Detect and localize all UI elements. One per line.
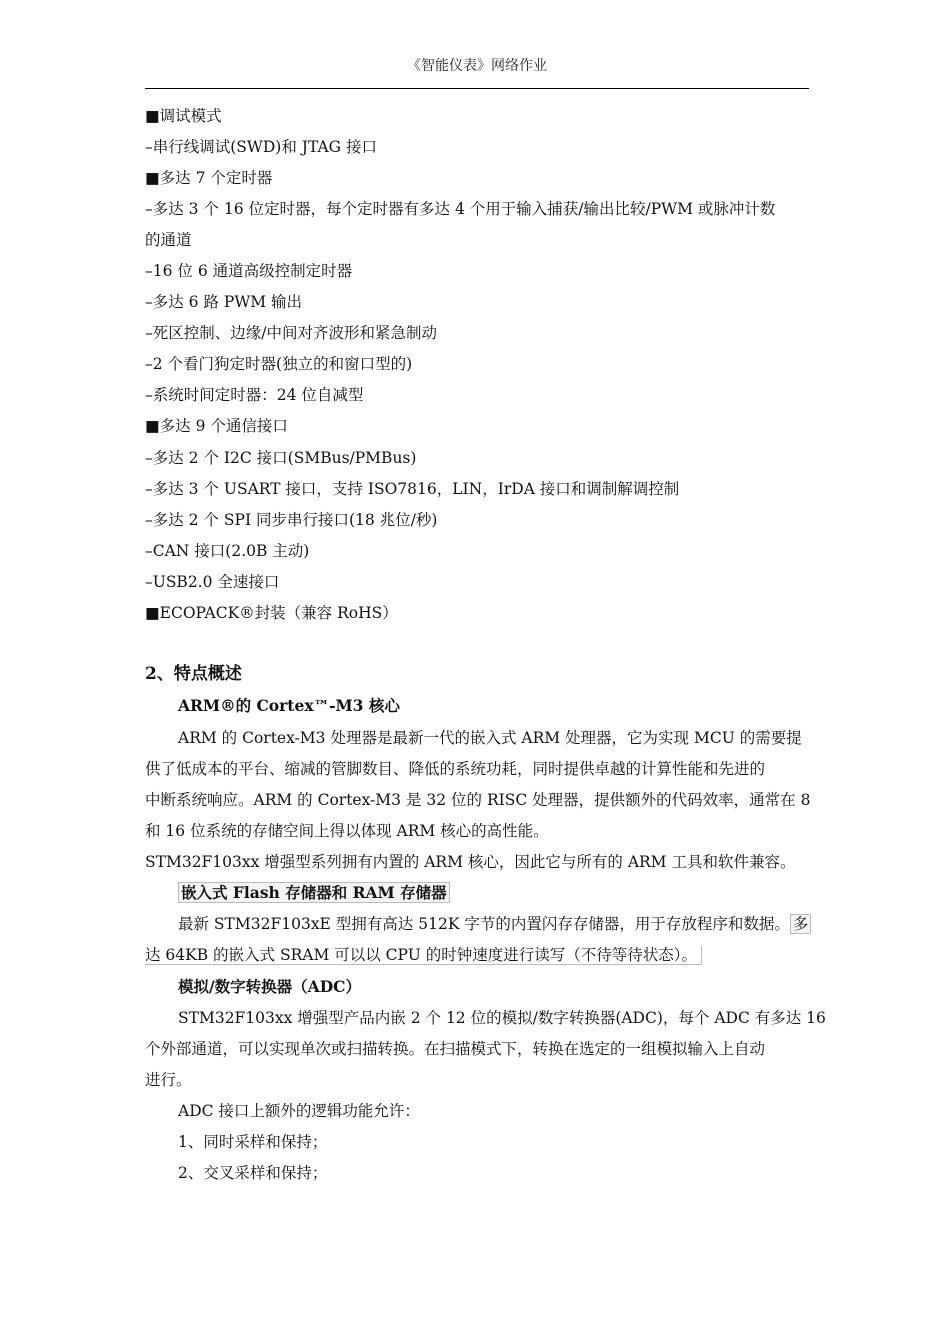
feature-line: –多达 3 个 16 位定时器，每个定时器有多达 4 个用于输入捕获/输出比较/PWM 或脉冲计数 (145, 200, 776, 218)
feature-line: –CAN 接口(2.0B 主动) (145, 542, 310, 560)
adc-paragraph-line: 个外部通道，可以实现单次或扫描转换。在扫描模式下，转换在选定的一组模拟输入上自动 (145, 1040, 766, 1058)
feature-line: –16 位 6 通道高级控制定时器 (145, 262, 353, 280)
feature-line: –系统时间定时器：24 位自减型 (145, 386, 364, 404)
feature-line: ■ECOPACK®封装（兼容 RoHS） (145, 604, 398, 622)
adc-list-item: 1、同时采样和保持； (178, 1133, 328, 1151)
feature-line: –USB2.0 全速接口 (145, 573, 280, 591)
adc-heading: 模拟/数字转换器（ADC） (178, 977, 361, 996)
adc-list-item: 2、交叉采样和保持； (178, 1164, 328, 1182)
feature-line: –多达 6 路 PWM 输出 (145, 293, 303, 311)
arm-paragraph-line: 和 16 位系统的存储空间上得以体现 ARM 核心的高性能。 (145, 822, 549, 840)
adc-paragraph-line: STM32F103xx 增强型产品内嵌 2 个 12 位的模拟/数字转换器(ADC)，每个 ADC 有多达 16 (178, 1009, 826, 1027)
flash-heading (178, 883, 450, 903)
adc-intro-line: ADC 接口上额外的逻辑功能允许： (178, 1102, 420, 1120)
feature-line: –多达 3 个 USART 接口，支持 ISO7816，LIN，IrDA 接口和调制解调控制 (145, 480, 680, 498)
flash-paragraph-text: 达 64KB 的嵌入式 SRAM 可以以 CPU 的时钟速度进行读写（不待等待状态）。 (145, 946, 702, 965)
feature-line: –多达 2 个 SPI 同步串行接口(18 兆位/秒) (145, 511, 438, 529)
feature-line: –2 个看门狗定时器(独立的和窗口型的) (145, 355, 413, 373)
arm-compat-line: STM32F103xx 增强型系列拥有内置的 ARM 核心，因此它与所有的 ARM 工具和软件兼容。 (145, 853, 796, 871)
feature-line: ■多达 7 个定时器 (145, 169, 273, 187)
header-rule (145, 88, 809, 89)
feature-line: ■调试模式 (145, 107, 222, 125)
arm-paragraph-line: ARM 的 Cortex-M3 处理器是最新一代的嵌入式 ARM 处理器，它为实现 MCU 的需要提 (178, 729, 802, 747)
arm-paragraph-line: 中断系统响应。ARM 的 Cortex-M3 是 32 位的 RISC 处理器，提供额外的代码效率，通常在 8 (145, 791, 811, 809)
flash-paragraph-line (145, 945, 702, 965)
feature-line: –串行线调试(SWD)和 JTAG 接口 (145, 138, 377, 156)
flash-paragraph-tail: 多 (790, 914, 812, 934)
section-heading: 2、特点概述 (145, 664, 242, 684)
feature-line: –多达 2 个 I2C 接口(SMBus/PMBus) (145, 449, 417, 467)
page-header-title: 《智能仪表》网络作业 (407, 58, 547, 74)
arm-paragraph-line: 供了低成本的平台、缩减的管脚数目、降低的系统功耗，同时提供卓越的计算性能和先进的 (145, 760, 766, 778)
feature-line: ■多达 9 个通信接口 (145, 417, 288, 435)
adc-paragraph-line: 进行。 (145, 1071, 192, 1089)
flash-heading-text: 嵌入式 Flash 存储器和 RAM 存储器 (178, 882, 450, 903)
feature-line: 的通道 (145, 231, 192, 249)
flash-paragraph-text: 最新 STM32F103xE 型拥有高达 512K 字节的内置闪存存储器，用于存放程序和数据。 (178, 915, 790, 933)
feature-line: –死区控制、边缘/中间对齐波形和紧急制动 (145, 324, 437, 342)
arm-heading: ARM®的 Cortex™-M3 核心 (178, 696, 400, 715)
flash-paragraph-line (178, 914, 811, 934)
